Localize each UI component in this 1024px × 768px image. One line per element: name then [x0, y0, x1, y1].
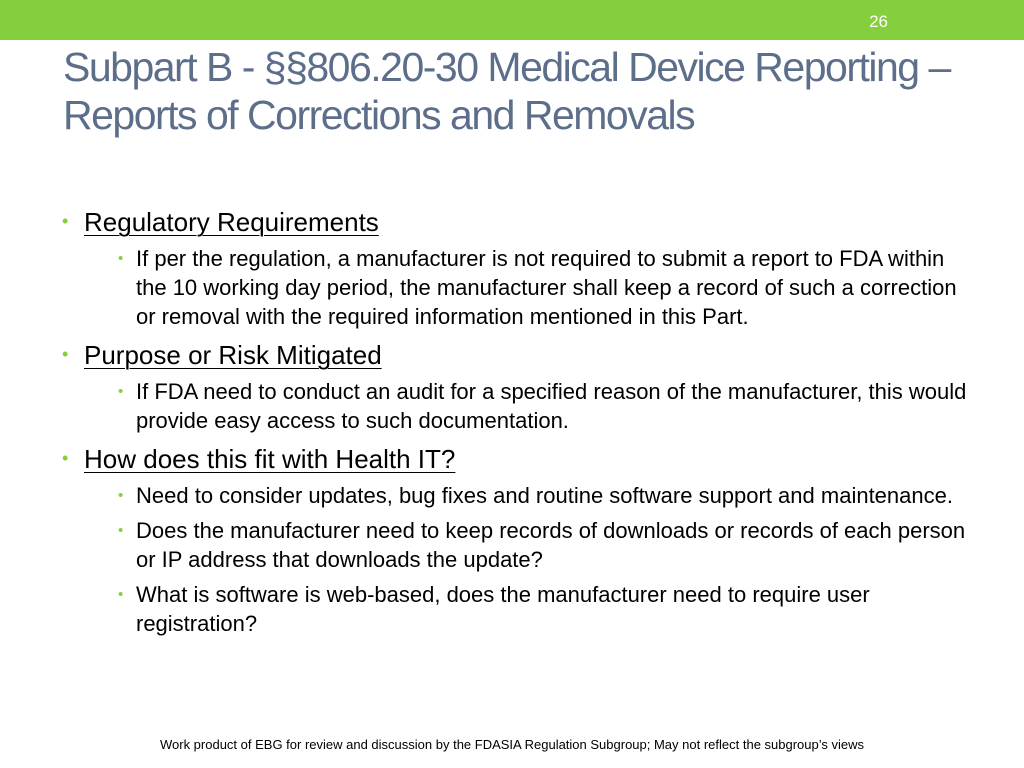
section-heading: How does this fit with Health IT?: [84, 444, 456, 474]
list-item-text: If per the regulation, a manufacturer is not required to submit a report to FDA within the 10 working day period, the manufacturer shall keep a record of such a correction or removal with the required information mentioned in this Part.: [136, 246, 957, 329]
header-accent-bar: [0, 0, 1024, 40]
bullet-icon: •: [62, 344, 69, 364]
list-item: [84, 580, 972, 638]
slide-footer: Work product of EBG for review and discussion by the FDASIA Regulation Subgroup; May not reflect the subgroup’s views: [159, 737, 865, 752]
bullet-icon: •: [118, 522, 124, 539]
bullet-icon: •: [62, 211, 69, 231]
section-purpose-or-risk-mitigated: [62, 339, 972, 435]
section-heading: Purpose or Risk Mitigated: [84, 340, 382, 370]
list-item: [84, 377, 972, 435]
list-item: [84, 481, 972, 510]
bullet-icon: •: [118, 250, 124, 267]
section-heading: Regulatory Requirements: [84, 207, 379, 237]
slide-number: 26: [869, 12, 888, 31]
list-item-text: If FDA need to conduct an audit for a specified reason of the manufacturer, this would provide easy access to such documentation.: [136, 379, 967, 433]
slide-content: [62, 206, 972, 638]
list-item-text: What is software is web-based, does the manufacturer need to require user registration?: [136, 582, 870, 636]
bullet-icon: •: [62, 448, 69, 468]
slide-title: Subpart B - §§806.20-30 Medical Device Reporting – Reports of Corrections and Removals: [63, 44, 950, 138]
list-item-text: Need to consider updates, bug fixes and routine software support and maintenance.: [136, 483, 953, 508]
list-item: [84, 244, 972, 331]
bullet-icon: •: [118, 586, 124, 603]
list-item-text: Does the manufacturer need to keep records of downloads or records of each person or IP address that downloads the update?: [136, 518, 966, 572]
section-regulatory-requirements: [62, 206, 972, 331]
section-health-it-fit: [62, 443, 972, 638]
list-item: [84, 516, 972, 574]
bullet-icon: •: [118, 383, 124, 400]
bullet-icon: •: [118, 487, 124, 504]
